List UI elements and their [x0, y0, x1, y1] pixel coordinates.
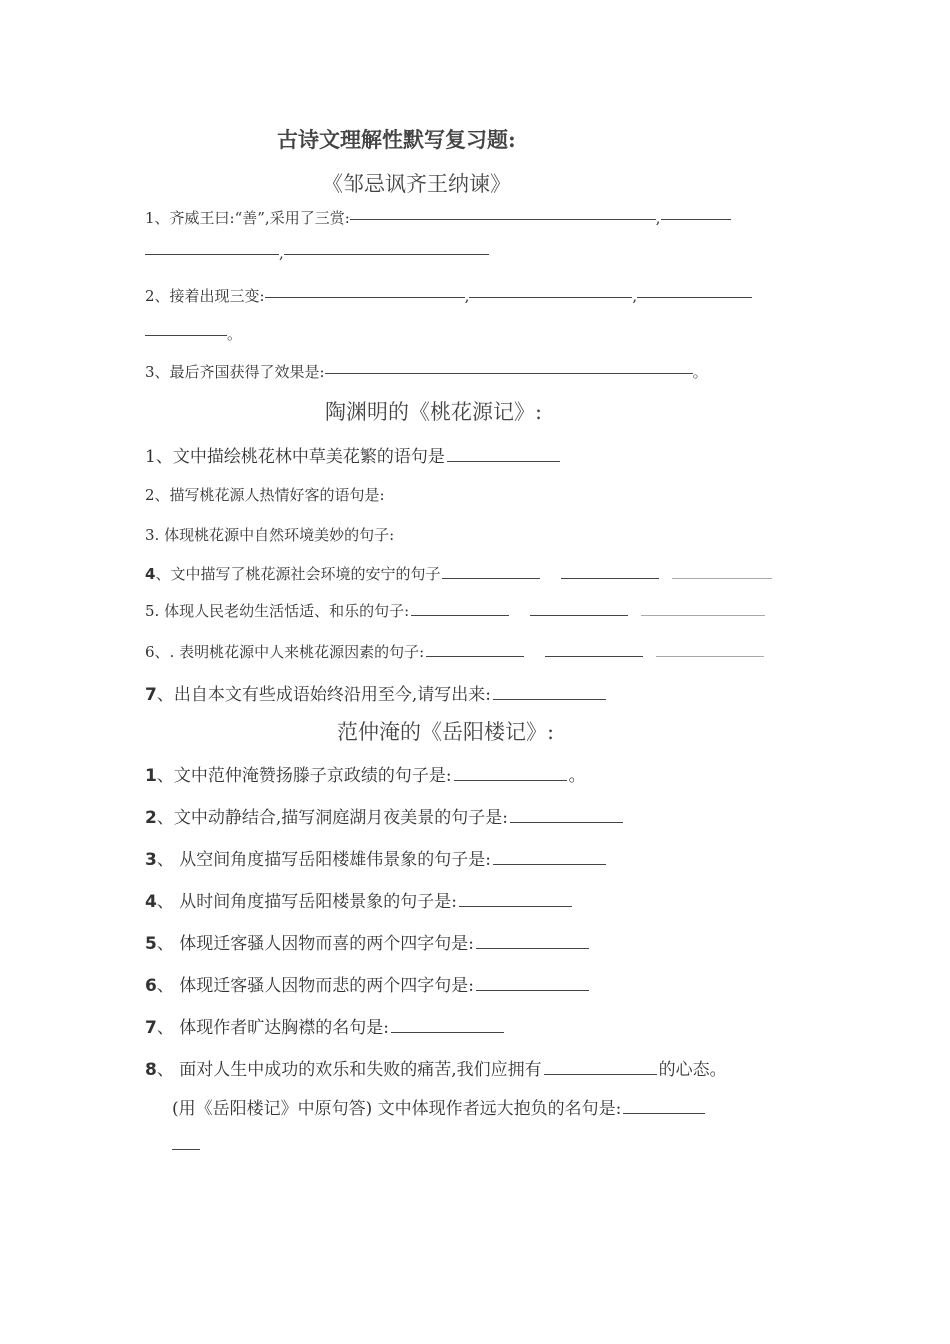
answer-line[interactable] [476, 989, 589, 991]
answer-line[interactable] [426, 655, 524, 657]
question-yueyang-8-cont: (用《岳阳楼记》中原句答) 文中体现作者远大抱负的名句是: [172, 1094, 707, 1119]
answer-line[interactable] [623, 1112, 705, 1114]
question-text: 3、最后齐国获得了效果是: [145, 363, 325, 381]
question-yueyang-2: 2、文中动静结合,描写洞庭湖月夜美景的句子是: [145, 803, 625, 828]
question-taohua-1: 1、文中描绘桃花林中草美花繁的语句是 [145, 442, 562, 467]
question-taohua-7: 7、出自本文有些成语始终沿用至今,请写出来: [145, 680, 608, 705]
question-zouji-2-cont: 。 [145, 323, 242, 344]
answer-line[interactable] [544, 1073, 657, 1075]
answer-line[interactable] [530, 614, 628, 616]
question-zouji-1: 1、齐威王曰:“善”,采用了三赏: , [145, 207, 731, 228]
question-yueyang-5: 5、 体现迁客骚人因物而喜的两个四字句是: [145, 929, 591, 954]
question-taohua-5: 5. 体现人民老幼生活恬适、和乐的句子: [145, 600, 767, 621]
question-yueyang-8: 8、 面对人生中成功的欢乐和失败的痛苦,我们应拥有 的心态。 [145, 1060, 727, 1080]
answer-line[interactable] [545, 655, 643, 657]
answer-line[interactable] [145, 254, 279, 255]
question-zouji-3: 3、最后齐国获得了效果是: 。 [145, 363, 708, 381]
answer-line[interactable] [469, 297, 632, 298]
answer-line[interactable] [284, 254, 489, 255]
answer-line[interactable] [411, 614, 509, 616]
answer-line[interactable] [447, 460, 560, 462]
question-taohua-4: 4、文中描写了桃花源社会环境的安宁的句子 [145, 563, 774, 584]
question-zouji-1-cont: , [145, 244, 489, 262]
question-yueyang-4: 4、 从时间角度描写岳阳楼景象的句子是: [145, 887, 574, 912]
question-text: 1、齐威王曰:“善”,采用了三赏: [145, 209, 350, 227]
answer-line[interactable] [637, 297, 752, 298]
question-text: 2、接着出现三变: [145, 287, 265, 305]
question-yueyang-6: 6、 体现迁客骚人因物而悲的两个四字句是: [145, 971, 591, 996]
answer-line[interactable] [661, 219, 731, 220]
question-taohua-2: 2、描写桃花源人热情好客的语句是: [145, 486, 385, 504]
answer-line[interactable] [172, 1148, 200, 1150]
section-heading-taohua: 陶渊明的《桃花源记》: [325, 400, 543, 424]
answer-line[interactable] [493, 863, 606, 865]
section-heading-yueyang: 范仲淹的《岳阳楼记》: [337, 720, 555, 744]
answer-line[interactable] [145, 335, 227, 336]
section-heading-zouji: 《邹忌讽齐王纳谏》 [322, 172, 511, 196]
answer-line[interactable] [561, 577, 659, 579]
answer-line[interactable] [391, 1031, 504, 1033]
answer-line[interactable] [350, 219, 656, 220]
question-zouji-2: 2、接着出现三变: , , [145, 285, 752, 306]
answer-line[interactable] [459, 905, 572, 907]
answer-line[interactable] [454, 779, 567, 781]
answer-line[interactable] [493, 698, 606, 700]
answer-line[interactable] [325, 373, 693, 374]
answer-line[interactable] [476, 947, 589, 949]
question-yueyang-3: 3、 从空间角度描写岳阳楼雄伟景象的句子是: [145, 845, 608, 870]
question-taohua-3: 3. 体现桃花源中自然环境美妙的句子: [145, 526, 395, 544]
answer-line[interactable] [641, 614, 765, 616]
answer-line[interactable] [656, 655, 764, 657]
page-title: 古诗文理解性默写复习题: [277, 127, 516, 152]
answer-line[interactable] [442, 577, 540, 579]
question-yueyang-8-cont2 [172, 1135, 202, 1155]
question-yueyang-7: 7、 体现作者旷达胸襟的名句是: [145, 1013, 506, 1038]
answer-line[interactable] [672, 577, 772, 579]
answer-line[interactable] [265, 297, 465, 298]
question-yueyang-1: 1、文中范仲淹赞扬滕子京政绩的句子是: 。 [145, 766, 586, 786]
answer-line[interactable] [510, 821, 623, 823]
question-taohua-6: 6、. 表明桃花源中人来桃花源因素的句子: [145, 641, 766, 662]
